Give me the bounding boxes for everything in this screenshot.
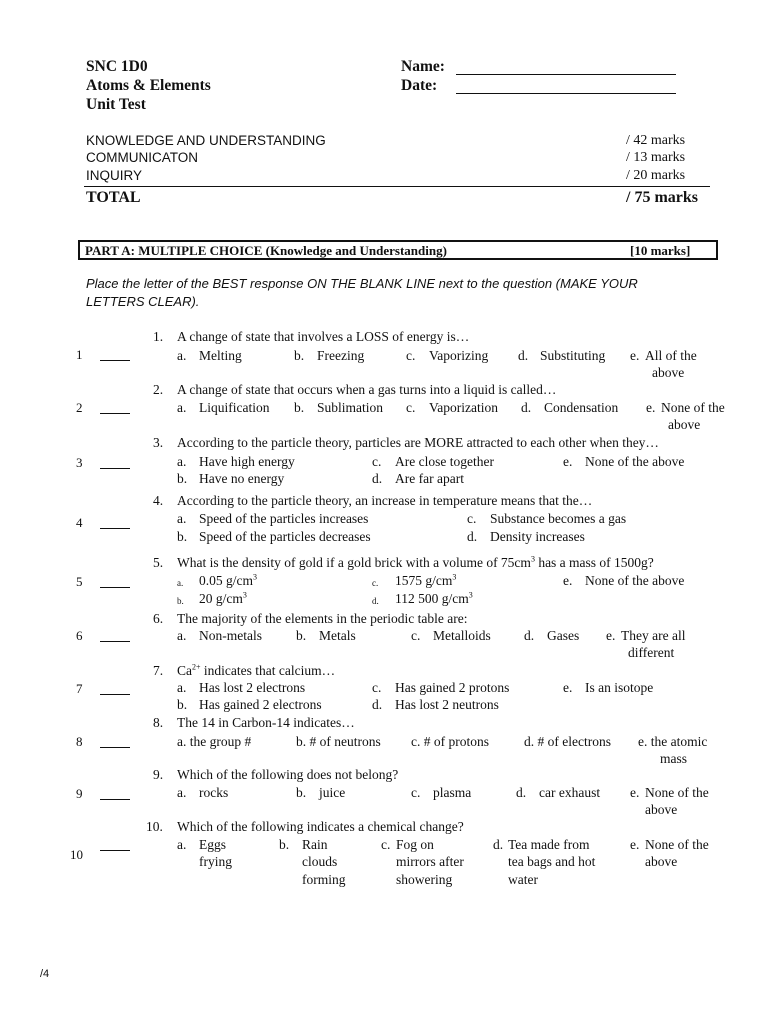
option-letter: b. [177,596,184,606]
option-letter: a. [177,837,187,852]
option-text: Melting [199,348,242,363]
option-letter: a. [177,511,187,526]
option-text: None of the [645,837,709,852]
part-a-title: PART A: MULTIPLE CHOICE (Knowledge and Understanding) [85,243,447,258]
option-letter: b. [177,471,188,486]
option-letter: b. [294,400,305,415]
option-text: plasma [433,785,472,800]
option-letter: b. [279,837,290,852]
summary-marks-comm: / 13 marks [626,150,686,165]
total-label: TOTAL [86,189,141,206]
option-text: a. the group # [177,734,252,749]
option-text [395,572,456,589]
answer-blank[interactable] [100,587,130,588]
option-letter: d. [493,837,504,852]
option-letter: b. [296,628,307,643]
instructions: Place the letter of the BEST response ON THE BLANK LINE next to the question (MAKE YOUR LETTERS CLEAR). [86,276,638,309]
question-text-part: indicates that calcium… [200,663,336,678]
option-letter: b. [177,529,188,544]
option-text-cont: showering [396,872,453,887]
option-text-part: 1575 g/cm [395,573,453,588]
option-letter: c. [406,348,416,363]
option-text: None of the [645,785,709,800]
answer-number: 6 [76,628,83,643]
question-number: 3. [153,435,164,450]
option-letter: e. [606,628,616,643]
option-text: rocks [199,785,229,800]
option-text: Substance becomes a gas [490,511,627,526]
option-letter: c. [411,785,421,800]
option-text-cont: different [628,645,675,660]
answer-blank[interactable] [100,641,130,642]
option-text: Condensation [544,400,619,415]
name-field[interactable] [456,74,676,75]
answer-blank[interactable] [100,528,130,529]
option-text: Substituting [540,348,606,363]
test-title: Unit Test [86,96,146,113]
option-letter: a. [177,400,187,415]
superscript: 3 [468,590,473,600]
question-text [177,554,654,571]
option-text: car exhaust [539,785,601,800]
option-text-cont: frying [199,854,232,869]
summary-marks-ku: / 42 marks [626,133,686,148]
option-letter: d. [518,348,529,363]
option-letter: e. [630,785,640,800]
option-text-part: 0.05 g/cm [199,573,253,588]
option-letter: e. [563,680,573,695]
option-letter: c. [372,454,382,469]
option-letter: d. [467,529,478,544]
option-text: Fog on [396,837,434,852]
option-text: None of the [661,400,725,415]
option-text: Metalloids [433,628,491,643]
option-text-cont: clouds [302,854,338,869]
option-letter: e. [630,348,640,363]
option-letter: c. [411,628,421,643]
option-letter: c. [381,837,391,852]
answer-number: 10 [70,847,83,862]
question-number: 5. [153,555,164,570]
question-number: 7. [153,663,164,678]
answer-blank[interactable] [100,747,130,748]
option-text: Vaporization [429,400,498,415]
question-text-part: has a mass of 1500g? [534,555,654,570]
option-text: Sublimation [317,400,384,415]
total-marks: / 75 marks [626,189,698,206]
option-letter: e. [563,454,573,469]
superscript: 3 [253,572,257,582]
option-text: None of the above [585,573,685,588]
option-text: Tea made from [508,837,590,852]
answer-number: 4 [76,515,83,530]
option-letter: c. [372,578,379,588]
option-text-cont: mass [660,751,687,766]
option-text: Has lost 2 electrons [199,680,306,695]
question-number: 8. [153,715,164,730]
option-text-cont: forming [302,872,346,887]
summary-divider [84,186,710,187]
question-number: 6. [153,611,164,626]
option-letter: d. [524,628,535,643]
option-text: Has lost 2 neutrons [395,697,499,712]
option-text-cont: above [645,854,678,869]
question-text: A change of state that occurs when a gas turns into a liquid is called… [177,382,557,397]
option-text-cont: water [508,872,538,887]
question-text: The majority of the elements in the periodic table are: [177,611,468,626]
option-text: Metals [319,628,356,643]
option-letter: a. [177,785,187,800]
unit-title: Atoms & Elements [86,77,211,94]
option-letter: e. [646,400,656,415]
question-number: 10. [146,819,163,834]
question-number: 9. [153,767,164,782]
option-text: Is an isotope [585,680,654,695]
option-text [199,590,247,607]
option-text [395,590,473,607]
option-letter: c. [372,680,382,695]
summary-marks-inquiry: / 20 marks [626,168,686,183]
option-letter: d. [372,697,383,712]
answer-number: 3 [76,455,83,470]
option-text: Freezing [317,348,365,363]
option-text-part: 20 g/cm [199,591,243,606]
answer-blank[interactable] [100,799,130,800]
option-letter: a. [177,680,187,695]
option-letter: d. [521,400,532,415]
question-text: The 14 in Carbon-14 indicates… [177,715,355,730]
option-text: None of the above [585,454,685,469]
part-a-marks: [10 marks] [630,243,691,258]
option-text: Vaporizing [429,348,489,363]
option-text: Are far apart [395,471,464,486]
option-letter: d. [516,785,527,800]
question-number: 1. [153,329,164,344]
course-code: SNC 1D0 [86,58,148,75]
question-text [177,662,335,679]
option-text-cont: above [645,802,678,817]
question-text: A change of state that involves a LOSS of energy is… [177,329,470,344]
option-text [199,572,257,589]
question-text-part: Ca [177,663,192,678]
answer-blank[interactable] [100,360,130,361]
option-letter: e. [630,837,640,852]
summary-label-comm: COMMUNICATON [86,150,198,165]
option-text: Speed of the particles decreases [199,529,371,544]
option-letter: a. [177,348,187,363]
option-text: b. # of neutrons [296,734,381,749]
answer-number: 2 [76,400,83,415]
option-text-cont: above [668,417,701,432]
option-letter: b. [294,348,305,363]
option-text: Liquification [199,400,270,415]
option-text: All of the [645,348,697,363]
option-letter: c. [467,511,477,526]
option-text-cont: above [652,365,685,380]
date-label: Date: [401,77,438,94]
answer-blank[interactable] [100,850,130,851]
question-text: According to the particle theory, an increase in temperature means that the… [177,493,593,508]
option-letter: a. [177,578,184,588]
answer-number: 9 [76,786,83,801]
question-number: 2. [153,382,164,397]
date-field[interactable] [456,93,676,94]
summary-label-ku: KNOWLEDGE AND UNDERSTANDING [86,133,326,148]
option-letter: b. [296,785,307,800]
option-text: c. # of protons [411,734,489,749]
option-text-cont: tea bags and hot [508,854,596,869]
option-text: Have high energy [199,454,295,469]
answer-blank[interactable] [100,694,130,695]
option-text: Non-metals [199,628,262,643]
option-letter: c. [406,400,416,415]
option-text: e. the atomic [638,734,708,749]
option-text: Rain [302,837,328,852]
option-text: Eggs [199,837,226,852]
option-text: d. # of electrons [524,734,611,749]
option-text: juice [319,785,346,800]
option-text: Gases [547,628,580,643]
page-marks: /4 [40,968,50,980]
answer-number: 1 [76,347,83,362]
option-letter: a. [177,454,187,469]
option-letter: d. [372,596,379,606]
summary-label-inquiry: INQUIRY [86,168,143,183]
answer-blank[interactable] [100,413,130,414]
option-letter: a. [177,628,187,643]
superscript: 2+ [192,662,201,672]
option-text-cont: mirrors after [396,854,464,869]
question-text-part: What is the density of gold if a gold brick with a volume of 75cm [177,555,531,570]
option-letter: d. [372,471,383,486]
answer-number: 8 [76,734,83,749]
question-text: Which of the following does not belong? [177,767,399,782]
answer-number: 7 [76,681,83,696]
superscript: 3 [452,572,457,582]
option-text: Are close together [395,454,494,469]
question-text: Which of the following indicates a chemical change? [177,819,464,834]
option-text: Have no energy [199,471,285,486]
question-number: 4. [153,493,164,508]
question-text: According to the particle theory, particles are MORE attracted to each other when they… [177,435,659,450]
superscript: 3 [530,554,535,564]
option-text: Density increases [490,529,585,544]
option-text: Has gained 2 electrons [199,697,322,712]
option-text-part: 112 500 g/cm [395,591,469,606]
option-letter: e. [563,573,573,588]
answer-blank[interactable] [100,468,130,469]
superscript: 3 [242,590,247,600]
option-text: They are all [621,628,686,643]
option-text: Has gained 2 protons [395,680,510,695]
option-text: Speed of the particles increases [199,511,369,526]
option-letter: b. [177,697,188,712]
answer-number: 5 [76,574,83,589]
name-label: Name: [401,58,445,75]
